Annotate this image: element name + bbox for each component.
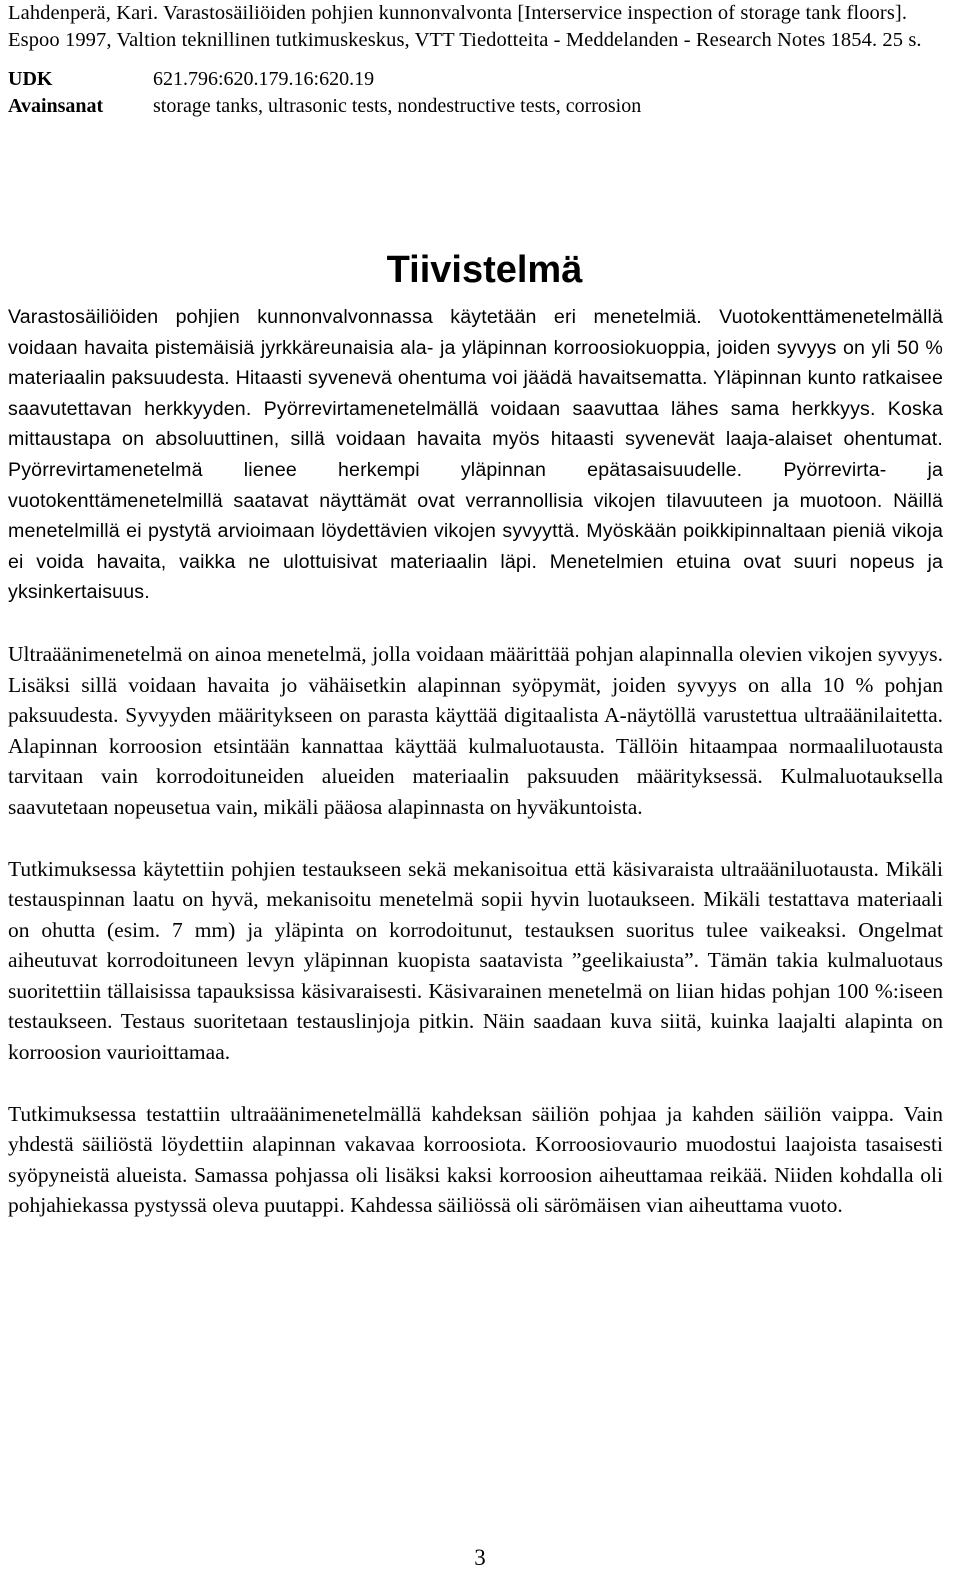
udk-row bbox=[8, 66, 943, 93]
citation: Lahdenperä, Kari. Varastosäiliöiden pohjien kunnonvalvonta [Interservice inspection of storage tank floors]. Espoo 1997, Valtion teknillinen tutkimuskeskus, VTT Tiedotteita - Meddelanden - Research Notes 1854. 25 s. bbox=[8, 2, 922, 51]
page-title: Tiivistelmä bbox=[386, 249, 583, 291]
metadata-block bbox=[8, 66, 943, 120]
page-number: 3 bbox=[474, 1545, 486, 1570]
udk-label: UDK bbox=[8, 68, 53, 90]
paragraph-2: Ultraäänimenetelmä on ainoa menetelmä, jolla voidaan määrittää pohjan alapinnalla olevien vikojen syvyys. Lisäksi sillä voidaan havaita jo vähäisetkin alapinnan syöpymät, joiden syvyys on alla 10 % pohjan paksuudesta. Syvyyden määritykseen on parasta käyttää digitaalista A-näytöllä varustettua ultraäänilaitetta. Alapinnan korroosion etsintään kannattaa käyttää kulmaluotausta. Tällöin hitaampaa normaaliluotausta tarvitaan vain korrodoituneiden alueiden materiaalin paksuuden määrityksessä. Kulmaluotauksella saavutetaan nopeusetua vain, mikäli pääosa alapinnasta on hyväkuntoista. bbox=[8, 641, 943, 819]
paragraph-4: Tutkimuksessa testattiin ultraäänimenetelmällä kahdeksan säiliön pohjaa ja kahden säiliön vaippa. Vain yhdestä säiliöstä löydettiin alapinnan vakavaa korroosiota. Korroosiovaurio muodostui laajoista tasaisesti syöpyneistä alueista. Samassa pohjassa oli lisäksi kaksi korroosion aiheuttamaa reikää. Niiden kohdalla oli pohjahiekassa pystyssä oleva puutappi. Kahdessa säiliössä oli särömäisen vian aiheuttama vuoto. bbox=[8, 1101, 943, 1218]
paragraph-3: Tutkimuksessa käytettiin pohjien testaukseen sekä mekanisoitua että käsivaraista ultraääniluotausta. Mikäli testauspinnan laatu on hyvä, mekanisoitu menetelmä sopii hyvin luotaukseen. Mikäli testattava materiaali on ohutta (esim. 7 mm) ja yläpinta on korrodoitunut, testauksen suoritus tulee vaikeaksi. Ongelmat aiheutuvat korrodoituneen levyn yläpinnan kuopista saatavista ”geelikaiusta”. Tämän takia kulmaluotaus suoritettiin tällaisissa tapauksissa käsivaraisesti. Käsivarainen menetelmä on liian hidas pohjan 100 %:iseen testaukseen. Testaus suoritetaan testauslinjoja pitkin. Näin saadaan kuva siitä, kuinka laajalti alapinta on korroosion vaurioittamaa. bbox=[8, 856, 943, 1065]
keywords-row bbox=[8, 93, 943, 120]
document-page bbox=[8, 0, 943, 1221]
keywords-value: storage tanks, ultrasonic tests, nondestructive tests, corrosion bbox=[153, 95, 642, 117]
udk-value: 621.796:620.179.16:620.19 bbox=[153, 68, 375, 90]
keywords-label: Avainsanat bbox=[8, 95, 104, 117]
paragraph-1: Varastosäiliöiden pohjien kunnonvalvonnassa käytetään eri menetelmiä. Vuotokenttämenetelmällä voidaan havaita pistemäisiä jyrkkäreunaisia ala- ja yläpinnan korroosiokuoppia, joiden syvyys on yli 50 % materiaalin paksuudesta. Hitaasti syvenevä ohentuma voi jäädä havaitsematta. Yläpinnan kunto ratkaisee saavutettavan herkkyyden. Pyörrevirtamenetelmällä voidaan saavuttaa lähes sama herkkyys. Koska mittaustapa on absoluuttinen, sillä voidaan havaita myös hitaasti syvenevät laaja-alaiset ohentumat. Pyörrevirtamenetelmä lienee herkempi yläpinnan epätasaisuudelle. Pyörrevirta- ja vuotokenttämenetelmillä saatavat näyttämät ovat verrannollisia vikojen tilavuuteen ja muotoon. Näillä menetelmillä ei pystytä arvioimaan löydettävien vikojen syvyyttä. Myöskään poikkipinnaltaan pieniä vikoja ei voida havaita, vaikka ne ulottuisivat materiaalin läpi. Menetelmien etuina ovat suuri nopeus ja yksinkertaisuus. bbox=[8, 306, 943, 604]
